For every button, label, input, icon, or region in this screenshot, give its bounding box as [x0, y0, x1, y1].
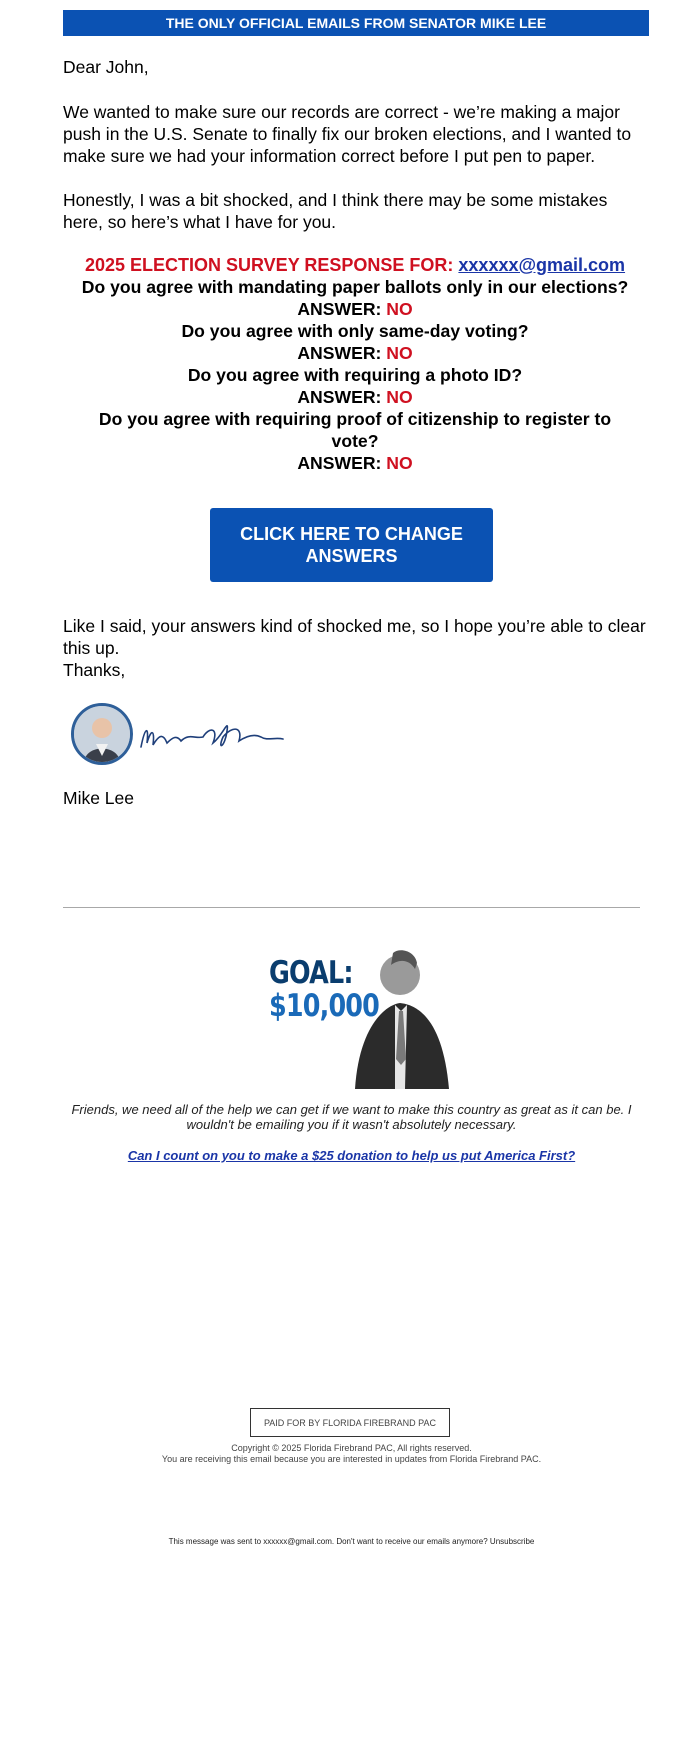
- answer-label: ANSWER:: [297, 343, 382, 363]
- senator-photo: [345, 947, 450, 1089]
- question-4: Do you agree with requiring proof of citizenship to register to vote?: [98, 409, 612, 451]
- sent-to-unsubscribe[interactable]: This message was sent to xxxxxx@gmail.com. Don't want to receive our emails anymore? Unsubscribe: [168, 1537, 535, 1546]
- goal-label: GOAL:: [269, 955, 353, 991]
- question-2: Do you agree with only same-day voting?: [181, 321, 529, 341]
- signer-name: Mike Lee: [63, 788, 135, 808]
- divider: [63, 907, 640, 908]
- handwritten-signature: [133, 707, 293, 763]
- signature-block: [71, 703, 311, 767]
- second-paragraph: Honestly, I was a bit shocked, and I think there may be some mistakes here, so here’s what I have for you.: [63, 190, 608, 232]
- greeting: Dear John,: [63, 57, 149, 77]
- official-banner: THE ONLY OFFICIAL EMAILS FROM SENATOR MIKE LEE: [63, 10, 649, 36]
- answer-value: NO: [386, 453, 413, 473]
- receiving-notice: You are receiving this email because you are interested in updates from Florida Firebrand PAC.: [161, 1454, 542, 1464]
- avatar: [71, 703, 133, 765]
- survey-email-link[interactable]: xxxxxx@gmail.com: [458, 255, 626, 275]
- friends-appeal: Friends, we need all of the help we can get if we want to make this country as great as it can be. I wouldn't be emailing you if it wasn't absolutely necessary.: [71, 1102, 632, 1132]
- thanks-text: Thanks,: [63, 660, 126, 680]
- change-answers-label: CLICK HERE TO CHANGE ANSWERS: [240, 524, 463, 566]
- closing-paragraph: Like I said, your answers kind of shocked me, so I hope you’re able to clear this up.: [63, 616, 646, 658]
- answer-1: [63, 298, 647, 320]
- answer-value: NO: [386, 299, 413, 319]
- copyright-text: Copyright © 2025 Florida Firebrand PAC, All rights reserved.: [231, 1443, 472, 1453]
- question-3: Do you agree with requiring a photo ID?: [187, 365, 523, 385]
- answer-label: ANSWER:: [297, 299, 382, 319]
- change-answers-button[interactable]: [210, 508, 493, 582]
- survey-block: [63, 254, 647, 474]
- answer-value: NO: [386, 343, 413, 363]
- donate-link[interactable]: Can I count on you to make a $25 donation to help us put America First?: [127, 1148, 576, 1163]
- answer-label: ANSWER:: [297, 387, 382, 407]
- answer-4: [63, 452, 647, 474]
- intro-paragraph: We wanted to make sure our records are correct - we’re making a major push in the U.S. Senate to finally fix our broken elections, and I wanted to make sure we had your information correct before I put pen to paper.: [63, 102, 632, 166]
- answer-3: [63, 386, 647, 408]
- answer-value: NO: [386, 387, 413, 407]
- question-1: Do you agree with mandating paper ballots only in our elections?: [81, 277, 629, 297]
- paid-for-notice: PAID FOR BY FLORIDA FIREBRAND PAC: [250, 1408, 450, 1437]
- goal-image: [250, 939, 450, 1089]
- footer-copyright: [63, 1443, 640, 1465]
- survey-heading-line: [63, 254, 647, 276]
- answer-2: [63, 342, 647, 364]
- answer-label: ANSWER:: [297, 453, 382, 473]
- goal-amount: $10,000: [269, 988, 380, 1024]
- survey-heading: 2025 ELECTION SURVEY RESPONSE FOR:: [84, 255, 454, 275]
